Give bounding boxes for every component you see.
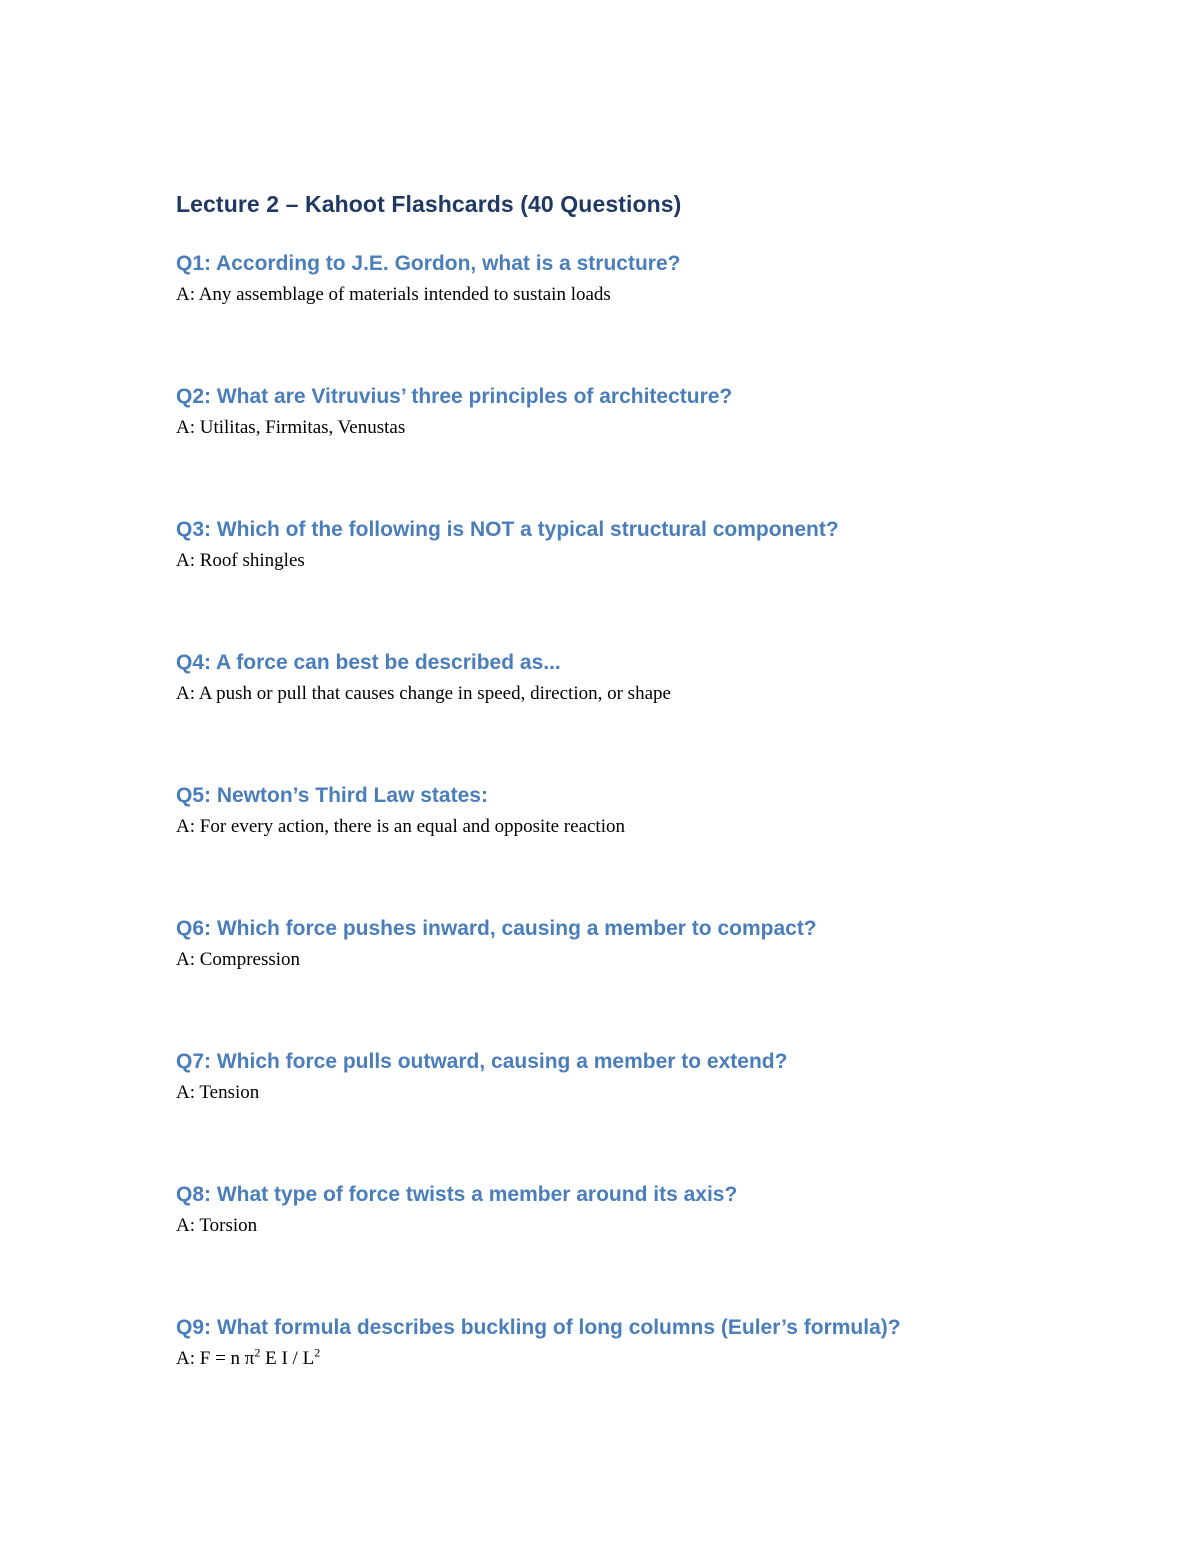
flashcard-8 bbox=[176, 1182, 1136, 1238]
flashcard-6 bbox=[176, 916, 1136, 972]
flashcard-9 bbox=[176, 1315, 1136, 1371]
question-5: Q5: Newton’s Third Law states: bbox=[176, 784, 488, 807]
question-6: Q6: Which force pushes inward, causing a member to compact? bbox=[176, 917, 817, 940]
question-9: Q9: What formula describes buckling of long columns (Euler’s formula)? bbox=[176, 1316, 901, 1339]
answer-9-pre: A: F = n π bbox=[176, 1348, 255, 1369]
question-1: Q1: According to J.E. Gordon, what is a structure? bbox=[176, 252, 681, 275]
question-3: Q3: Which of the following is NOT a typical structural component? bbox=[176, 518, 839, 541]
answer-8: A: Torsion bbox=[176, 1215, 258, 1236]
answer-4: A: A push or pull that causes change in speed, direction, or shape bbox=[176, 683, 671, 704]
answer-3: A: Roof shingles bbox=[176, 550, 305, 571]
flashcard-4 bbox=[176, 650, 1136, 706]
flashcard-7 bbox=[176, 1049, 1136, 1105]
answer-7: A: Tension bbox=[176, 1082, 260, 1103]
answer-9-mid: E I / L bbox=[260, 1348, 315, 1369]
answer-9-exponent-2: 2 bbox=[314, 1345, 321, 1360]
flashcard-2 bbox=[176, 384, 1136, 440]
question-4: Q4: A force can best be described as... bbox=[176, 651, 561, 674]
answer-2: A: Utilitas, Firmitas, Venustas bbox=[176, 417, 406, 438]
answer-9-exponent-1: 2 bbox=[254, 1345, 261, 1360]
answer-5: A: For every action, there is an equal and opposite reaction bbox=[176, 816, 625, 837]
question-7: Q7: Which force pulls outward, causing a member to extend? bbox=[176, 1050, 788, 1073]
flashcard-5 bbox=[176, 783, 1136, 839]
answer-6: A: Compression bbox=[176, 949, 301, 970]
question-2: Q2: What are Vitruvius’ three principles of architecture? bbox=[176, 385, 733, 408]
flashcard-1 bbox=[176, 251, 1136, 307]
document-title: Lecture 2 – Kahoot Flashcards (40 Questions) bbox=[176, 191, 682, 217]
answer-1: A: Any assemblage of materials intended to sustain loads bbox=[176, 284, 611, 305]
question-8: Q8: What type of force twists a member around its axis? bbox=[176, 1183, 738, 1206]
answer-9 bbox=[176, 1347, 1136, 1371]
flashcard-3 bbox=[176, 517, 1136, 573]
